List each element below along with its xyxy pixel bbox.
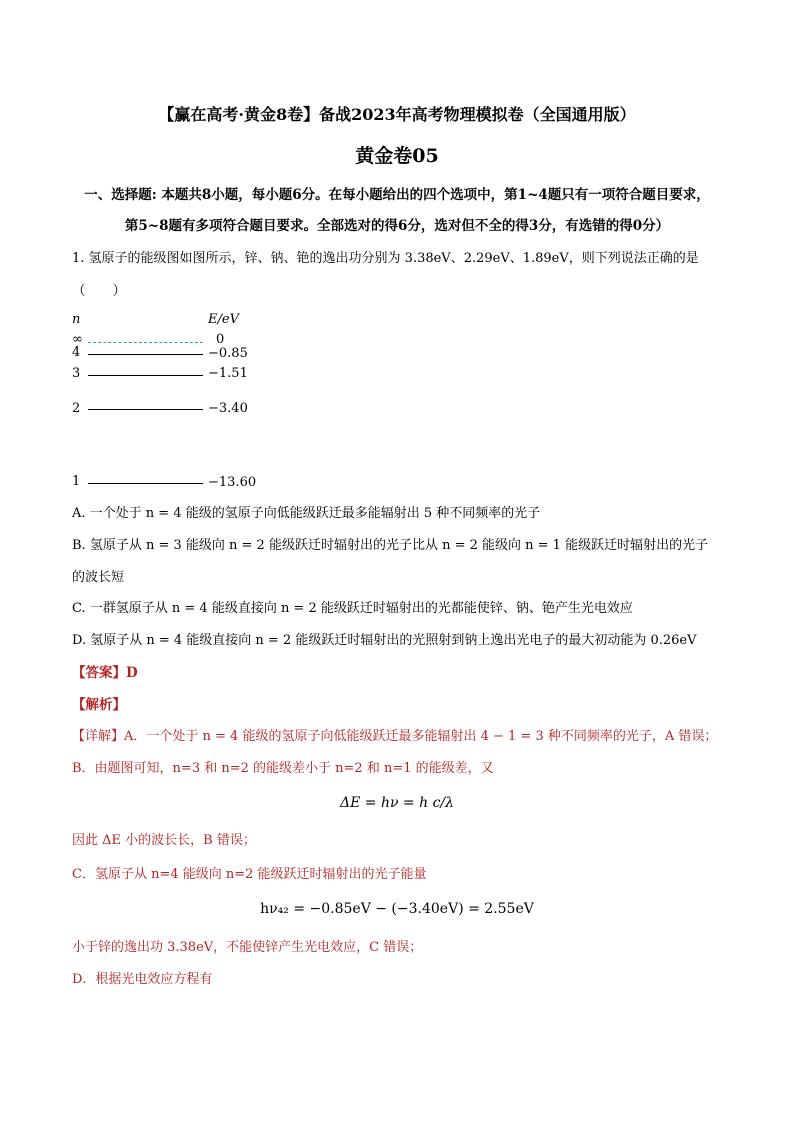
option-b-line-1: B. 氢原子从 n = 3 能级向 n = 2 能级跃迁时辐射出的光子比从 n = 2 能级向 n = 1 能级跃迁时辐射出的光子 xyxy=(72,538,709,553)
detail-c-2: 小于锌的逸出功 3.38eV，不能使锌产生光电效应，C 错误； xyxy=(72,940,423,955)
option-b-line-2: 的波长短 xyxy=(72,570,125,585)
level-e-2: −3.40 xyxy=(208,401,248,416)
level-e-inf: 0 xyxy=(216,332,225,347)
level-line-inf xyxy=(88,342,203,343)
level-n-inf: ∞ xyxy=(72,332,83,347)
option-c: C. 一群氢原子从 n = 4 能级直接向 n = 2 能级跃迁时辐射出的光都能使锌、钠、铯产生光电效应 xyxy=(72,601,633,616)
level-n-1: 1 xyxy=(72,474,81,489)
question-stem: 1. 氢原子的能级图如图所示，锌、钠、铯的逸出功分别为 3.38eV、2.29eV、1.89eV，则下列说法正确的是 xyxy=(72,251,699,266)
diagram-e-label: E/eV xyxy=(208,312,239,327)
detail-b-2: 因此 ΔE 小的波长长，B 错误； xyxy=(72,833,256,848)
level-line-3 xyxy=(88,375,203,376)
level-e-3: −1.51 xyxy=(208,366,248,381)
energy-level-diagram xyxy=(70,310,330,495)
level-e-4: −0.85 xyxy=(208,346,248,361)
level-n-4: 4 xyxy=(72,345,81,360)
question-paren: （ ） xyxy=(72,283,126,299)
option-a: A. 一个处于 n = 4 能级的氢原子向低能级跃迁最多能辐射出 5 种不同频率的光子 xyxy=(72,506,541,521)
answer-label: 【答案】D xyxy=(72,665,138,681)
detail-b: B．由题图可知，n=3 和 n=2 的能级差小于 n=2 和 n=1 的能级差，又 xyxy=(72,761,494,776)
detail-c: C．氢原子从 n=4 能级向 n=2 能级跃迁时辐射出的光子能量 xyxy=(72,867,427,882)
level-line-1 xyxy=(88,483,203,484)
level-n-2: 2 xyxy=(72,401,81,416)
detail-d: D．根据光电效应方程有 xyxy=(72,972,213,987)
document-title: 【赢在高考·黄金8卷】备战2023年高考物理模拟卷（全国通用版） xyxy=(158,105,636,124)
formula-photon-energy: hν₄₂ = −0.85eV − (−3.40eV) = 2.55eV xyxy=(260,901,534,917)
instructions-line-2: 第5~8题有多项符合题目要求。全部选对的得6分，选对但不全的得3分，有选错的得0分） xyxy=(124,218,670,234)
level-line-2 xyxy=(88,409,203,410)
detail-a: 【详解】A．一个处于 n = 4 能级的氢原子向低能级跃迁最多能辐射出 4 − 1 = 3 种不同频率的光子，A 错误； xyxy=(72,729,718,744)
analysis-label: 【解析】 xyxy=(72,697,126,713)
level-n-3: 3 xyxy=(72,366,81,381)
instructions-line-1: 一、选择题: 本题共8小题，每小题6分。在每小题给出的四个选项中，第1~4题只有一项符合题目要求， xyxy=(84,187,710,203)
diagram-n-label: n xyxy=(72,312,81,327)
formula-energy-wavelength: ΔE = hν = h c/λ xyxy=(339,795,455,811)
level-e-1: −13.60 xyxy=(208,475,257,490)
level-line-4 xyxy=(88,354,203,355)
option-d: D. 氢原子从 n = 4 能级直接向 n = 2 能级跃迁时辐射出的光照射到钠上逸出光电子的最大初动能为 0.26eV xyxy=(72,633,697,648)
document-subtitle: 黄金卷05 xyxy=(355,145,439,167)
